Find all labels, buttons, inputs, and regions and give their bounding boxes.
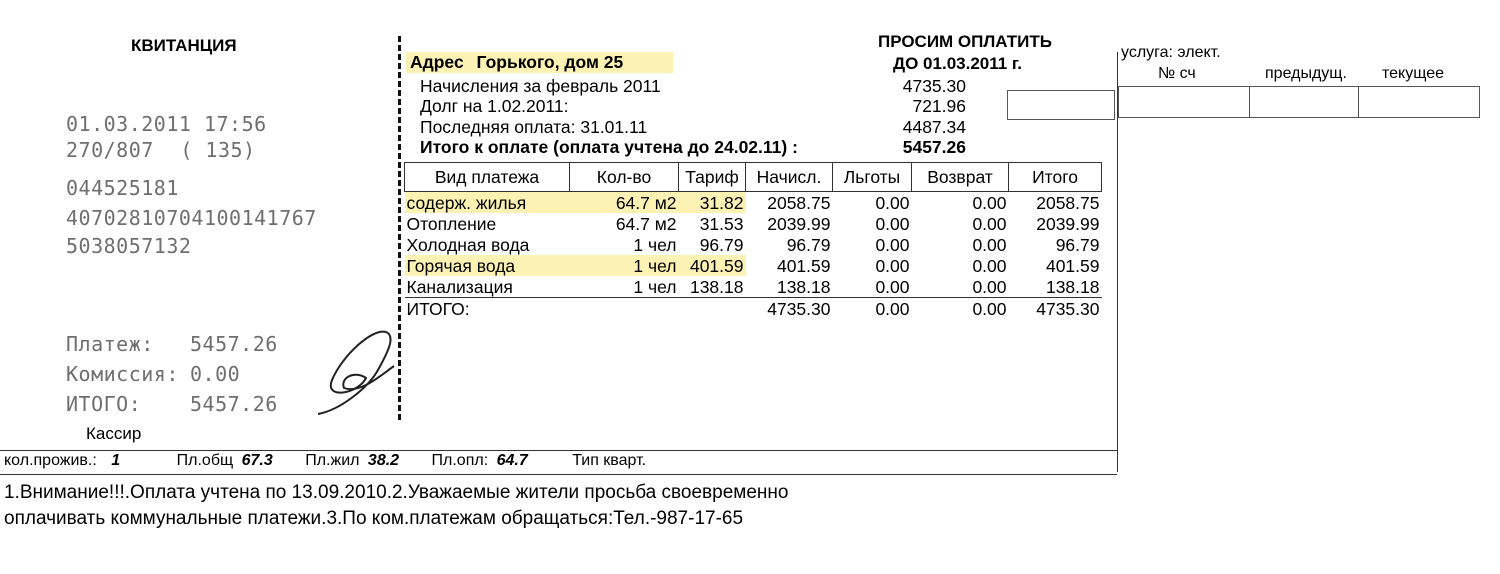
pay-request-line1: ПРОСИМ ОПЛАТИТЬ [878,32,1052,51]
cell-charged: 2039.99 [767,213,831,234]
table-row [405,255,1102,276]
receipt-title: КВИТАНЦИЯ [131,36,237,55]
table-row [405,192,1102,214]
cell-benefit: 0.00 [875,213,910,234]
living-area-value: 38.2 [367,452,400,469]
total-area-label: Пл.общ [176,452,234,469]
meter-cell-number [1119,87,1250,118]
cell-refund: 0.00 [972,213,1007,234]
cell-service: Отопление [406,213,497,234]
cell-charged: 2058.75 [767,192,831,213]
cell-rate: 31.82 [679,192,746,214]
charges-label: Начисления за февраль 2011 [420,76,661,96]
stamp-account: 40702810704100141767 [66,206,317,230]
commission-value: 0.00 [190,362,241,386]
cell-service: ИТОГО: [405,298,570,320]
stamp-bik: 044525181 [66,176,179,200]
footer-top-rule [0,450,1117,451]
cell-qty: 64.7 м2 [615,213,677,234]
cell-qty: 1 чел [570,255,679,276]
living-area-label: Пл.жил [305,452,360,469]
cell-rate: 96.79 [699,234,744,255]
footer-bottom-rule [0,474,1117,475]
cell-charged: 4735.30 [746,298,833,320]
table-row [405,213,1102,234]
cell-benefit: 0.00 [875,255,910,276]
stamp-total-label: ИТОГО: [66,392,142,416]
col-header: Начисл. [746,163,833,192]
stamp-inn: 5038057132 [66,234,192,258]
table-row [405,276,1102,298]
cell-benefit: 0.00 [833,298,912,320]
cell-service: Канализация [406,276,513,297]
commission-label: Комиссия: [66,362,179,386]
footer-info-line [4,452,646,470]
stamp-total-value: 5457.26 [190,392,278,416]
cell-total: 138.18 [1045,276,1100,297]
last-payment-label: Последняя оплата: 31.01.11 [420,117,648,137]
meter-cell-current [1359,87,1480,118]
table-total-row [405,298,1102,320]
meter-col-current: текущее [1382,65,1445,82]
paid-area-label: Пл.опл: [431,452,489,469]
payment-label: Платеж: [66,332,154,356]
address-line [406,52,673,73]
cell-refund: 0.00 [972,192,1007,213]
stamp-code-number: 270/807 [66,138,154,162]
cell-benefit: 0.00 [875,192,910,213]
paid-area-value: 64.7 [496,452,528,469]
col-header: Льготы [833,163,912,192]
notice-line-2: оплачивать коммунальные платежи.3.По ком.платежам обращаться:Тел.-987-17-65 [4,508,744,529]
cell-qty: 64.7 м2 [570,192,679,214]
cell-rate [679,298,746,320]
cell-qty: 1 чел [633,234,677,255]
cell-total: 2039.99 [1036,213,1100,234]
cell-service: содерж. жилья [405,192,570,214]
cell-rate: 138.18 [689,276,744,297]
cell-charged: 138.18 [776,276,831,297]
col-header: Кол-во [570,163,679,192]
cell-refund: 0.00 [972,276,1007,297]
col-header: Тариф [679,163,746,192]
cell-total: 2058.75 [1036,192,1100,213]
address-label: Адрес [410,52,464,72]
total-area-value: 67.3 [241,452,273,469]
cell-qty [570,298,679,320]
cell-benefit: 0.00 [875,234,910,255]
meter-col-previous: предыдущ. [1265,65,1347,82]
residents-value: 1 [111,452,121,469]
cell-charged: 401.59 [776,255,831,276]
last-payment-value: 4487.34 [902,117,966,137]
col-header: Вид платежа [405,163,570,192]
cell-refund: 0.00 [972,255,1007,276]
cashier-label: Кассир [86,424,142,443]
charges-table [404,162,1102,319]
cell-qty: 1 чел [633,276,677,297]
notice-line-1: 1.Внимание!!!.Оплата учтена по 13.09.2010.2.Уважаемые жители просьба своевременно [4,482,789,503]
stamp-code-paren: ( 135) [180,138,256,162]
cell-charged: 96.79 [786,234,831,255]
signature-mark [300,318,410,428]
cell-refund: 0.00 [912,298,1009,320]
meter-cell-previous [1250,87,1359,118]
cell-rate: 401.59 [679,255,746,276]
stamp-code [66,138,256,162]
cell-benefit: 0.00 [875,276,910,297]
meter-col-number: № сч [1158,65,1196,82]
residents-label: кол.прожив.: [4,452,97,469]
meter-table [1118,86,1480,118]
debt-value: 721.96 [912,96,966,116]
col-header: Возврат [912,163,1009,192]
table-row [405,234,1102,255]
cell-service: Холодная вода [406,234,530,255]
cell-rate: 31.53 [699,213,744,234]
empty-field-box [1007,90,1115,120]
cell-refund: 0.00 [972,234,1007,255]
amount-due-label: Итого к оплате (оплата учтена до 24.02.11) : [420,137,798,157]
cell-service: Горячая вода [405,255,570,276]
table-header-row [405,163,1102,192]
pay-request-line2: ДО 01.03.2011 г. [893,54,1023,73]
charges-value: 4735.30 [902,76,966,96]
stamp-datetime: 01.03.2011 17:56 [66,112,267,136]
cell-total: 96.79 [1055,234,1100,255]
meter-service-label: услуга: элект. [1121,44,1221,61]
cell-total: 4735.30 [1009,298,1102,320]
col-header: Итого [1009,163,1102,192]
apt-type-label: Тип кварт. [572,452,647,469]
cell-total: 401.59 [1045,255,1100,276]
amount-due-value: 5457.26 [902,137,966,157]
address-value: Горького, дом 25 [476,52,624,72]
meter-row [1119,87,1480,118]
payment-value: 5457.26 [190,332,278,356]
debt-label: Долг на 1.02.2011: [420,96,569,116]
